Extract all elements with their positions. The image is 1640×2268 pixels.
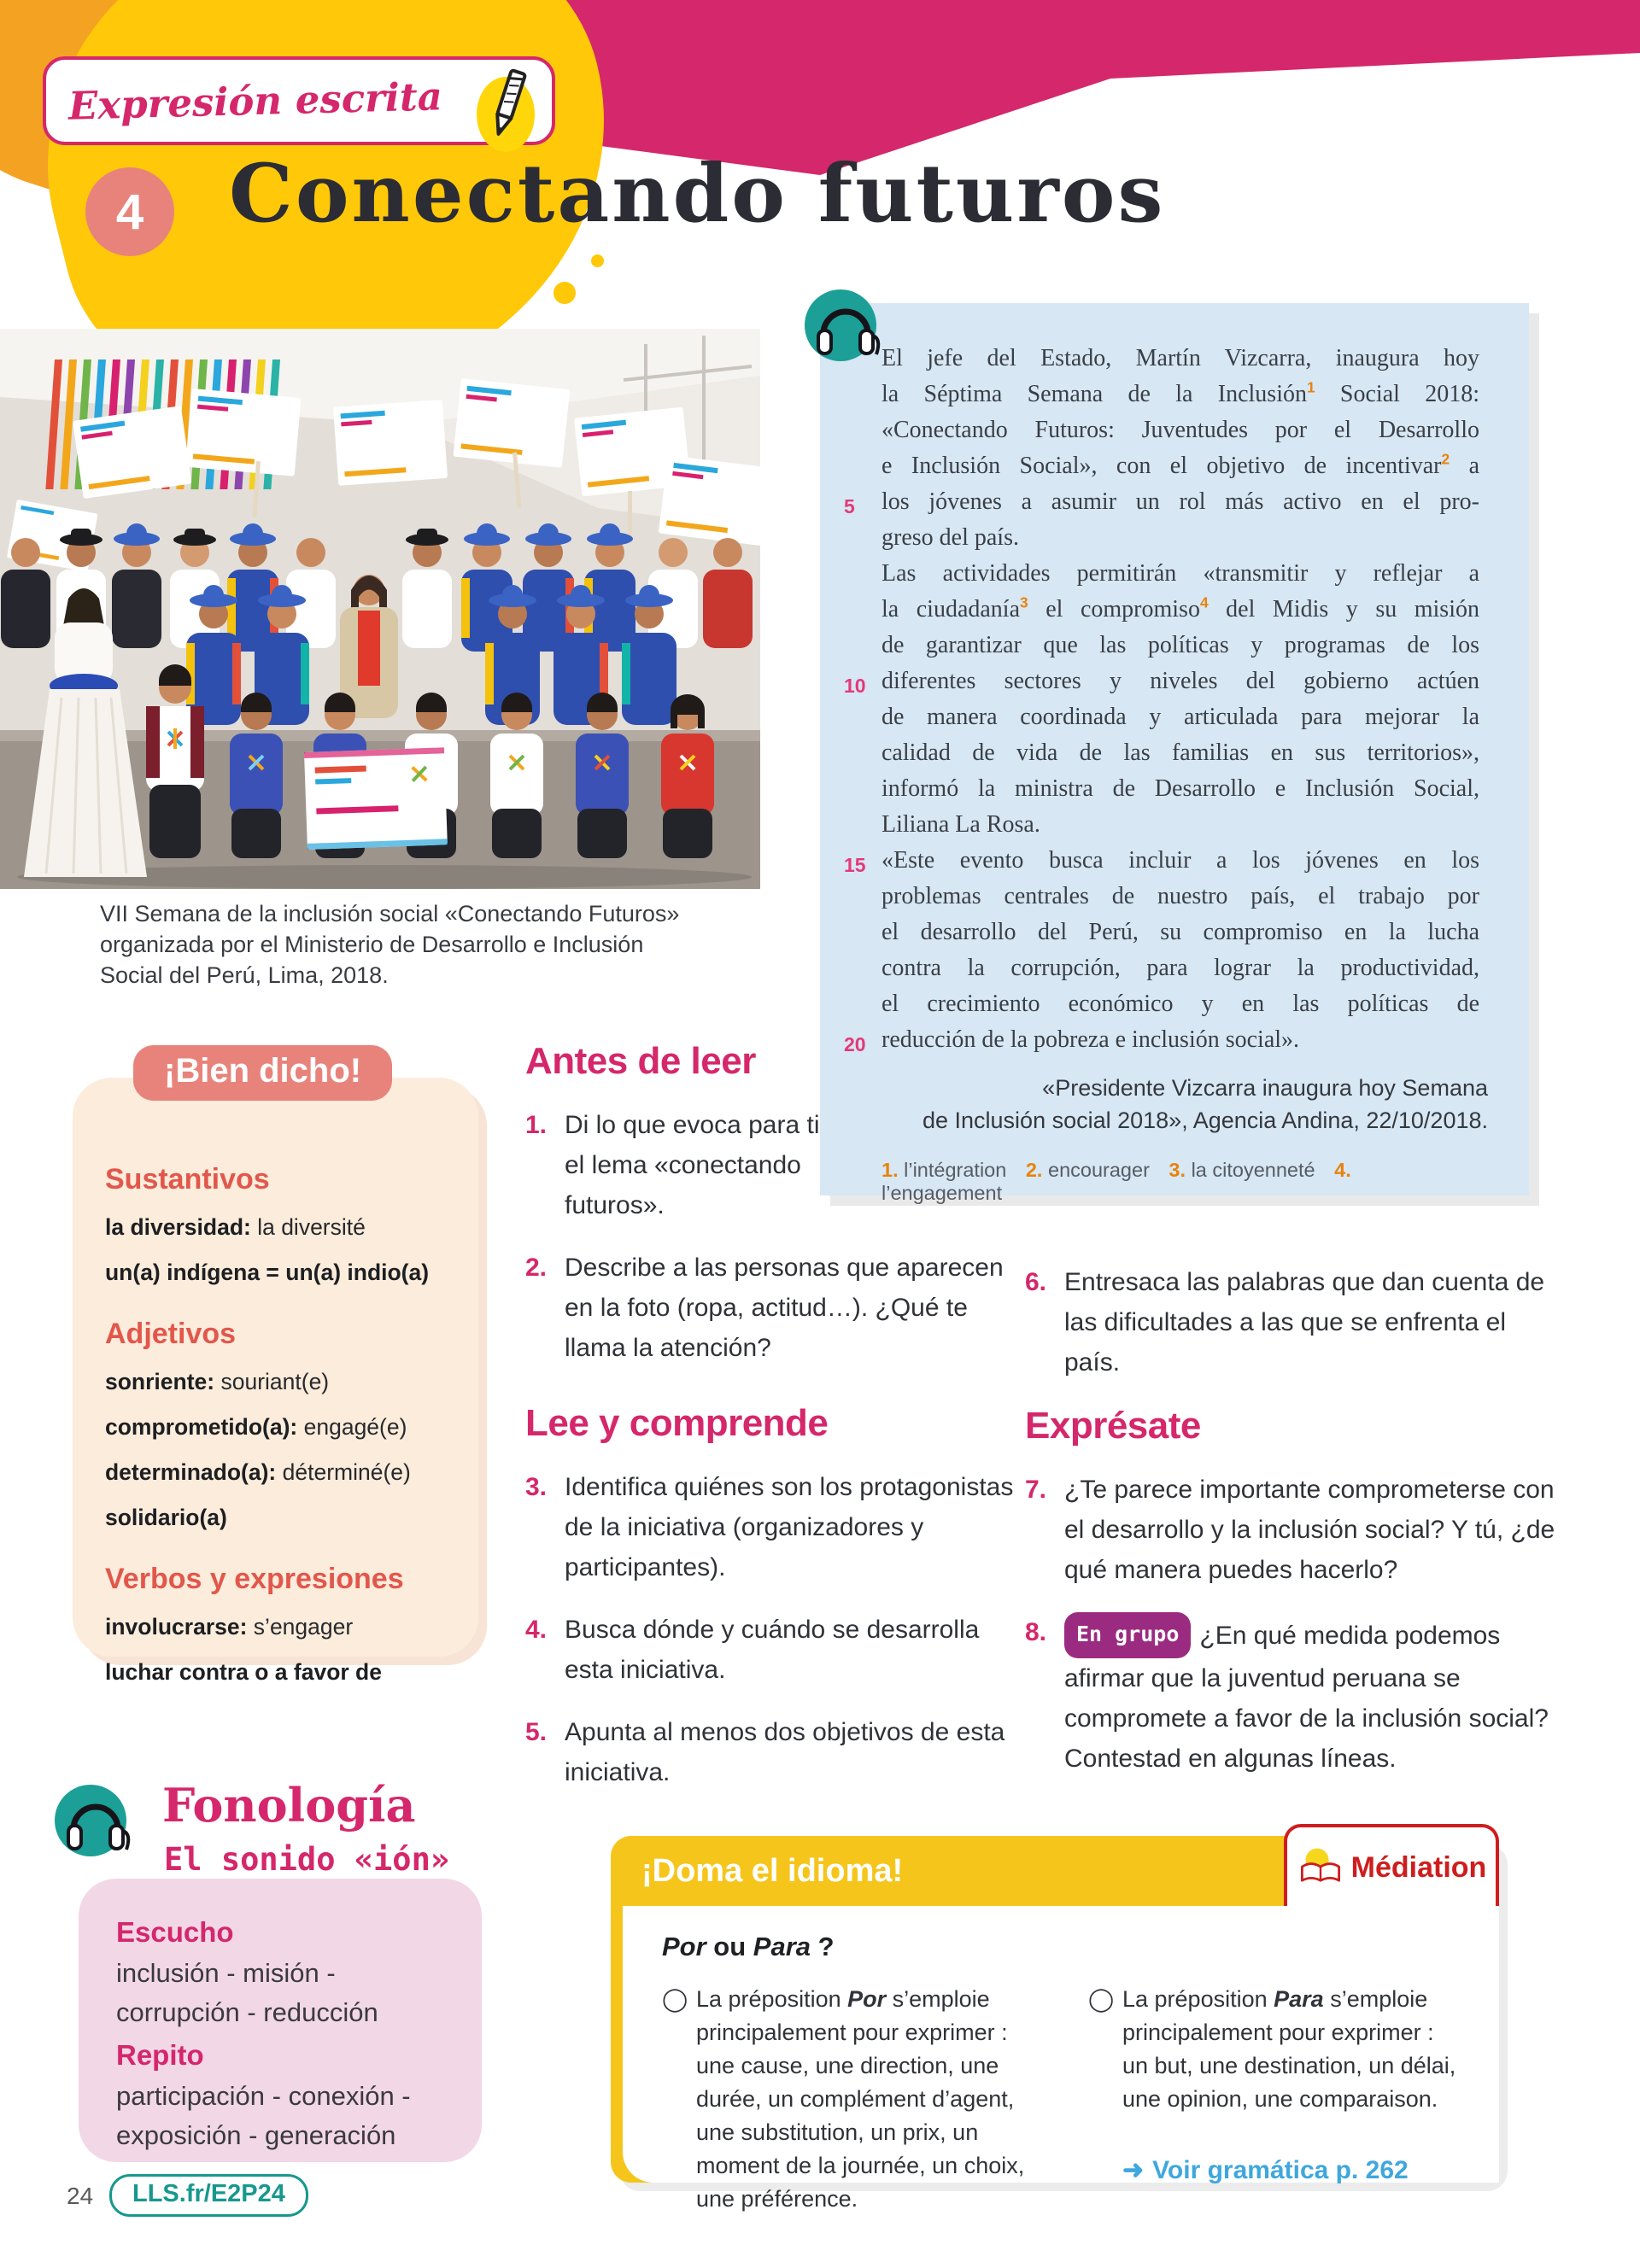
fonologia-title: Fonología xyxy=(162,1778,416,1833)
paint-dot xyxy=(591,254,604,267)
escucho-label: Escucho xyxy=(116,1916,234,1948)
bullet-icon: ◯ xyxy=(1088,1986,1115,2012)
article-line xyxy=(882,448,1479,484)
grammar-box-title: ¡Doma el idioma! xyxy=(641,1852,904,1889)
fonologia-subtitle: El sonido «ión» xyxy=(164,1841,450,1878)
question-number: 3. xyxy=(525,1473,548,1501)
vocab-box-label: ¡Bien dicho! xyxy=(133,1045,392,1101)
line-number: 10 xyxy=(844,675,866,697)
question-item: 8. En grupo ¿En qué medida podemos afirmar que la juventud peruana se compromete a favor de la inclusión social? Contestad en algunas líneas. xyxy=(1025,1612,1559,1779)
article-line xyxy=(882,556,1479,592)
article-line xyxy=(882,377,1479,412)
article-line xyxy=(844,484,1479,520)
grammar-heading: Por ou Para ? xyxy=(662,1932,835,1961)
section-title-antes: Antes de leer xyxy=(525,1040,756,1082)
article-line xyxy=(882,807,1479,843)
vocab-group-title: Verbos y expresiones xyxy=(105,1563,404,1595)
question-number: 2. xyxy=(525,1254,548,1282)
grammar-box-body xyxy=(623,1906,1499,2212)
article-line-text: el desarrollo del Perú, su compromiso en la lucha xyxy=(882,919,1479,945)
question-item: 6. Entresaca las palabras que dan cuenta de las dificultades a las que se enfrenta el país. xyxy=(1025,1262,1559,1382)
article-line-text: de garantizar que las políticas y programas de los xyxy=(882,632,1479,658)
article-line-text: Liliana La Rosa. xyxy=(882,811,1040,838)
article-line xyxy=(882,915,1479,950)
vocab-entry: sonriente: souriant(e) xyxy=(105,1369,330,1394)
section-title-expresate: Exprésate xyxy=(1025,1405,1201,1447)
question-item: 3. Identifica quiénes son los protagonistas de la iniciativa (organizadores y participantes). xyxy=(525,1467,1025,1587)
vocab-entry: involucrarse: s’engager xyxy=(105,1614,354,1640)
article-line xyxy=(844,843,1479,879)
arrow-icon: ➜ xyxy=(1122,2156,1145,2184)
article-line-text: el crecimiento económico y en las políticas de xyxy=(882,991,1479,1017)
book-icon xyxy=(1297,1845,1344,1890)
fonologia-box xyxy=(79,1879,482,2162)
section-title-lee: Lee y comprende xyxy=(525,1402,829,1444)
group-work-badge: En grupo xyxy=(1064,1612,1191,1658)
question-item: 2. Describe a las personas que aparecen en la foto (ropa, actitud…). ¿Qué te llama la atención? xyxy=(525,1248,1025,1368)
vocab-row xyxy=(105,1413,454,1441)
vocab-entry: determinado(a): déterminé(e) xyxy=(105,1459,411,1485)
question-item: 5. Apunta al menos dos objetivos de esta iniciativa. xyxy=(525,1712,1025,1792)
article-line-text: diferentes sectores y niveles del gobierno actúen xyxy=(882,668,1479,694)
question-number: 8. xyxy=(1025,1618,1047,1646)
vocab-entry: solidario(a) xyxy=(105,1505,227,1530)
questions-column-left xyxy=(525,1040,1025,1815)
article-line xyxy=(882,879,1479,915)
article-line xyxy=(882,699,1479,735)
article-line xyxy=(882,735,1479,771)
footnote: 4. l’engagement xyxy=(882,1159,1351,1204)
article-line xyxy=(882,950,1479,986)
article-line-text: la ciudadanía$^3$ el compromiso$^4$ del Midis y su misión xyxy=(882,593,1479,623)
grammar-box xyxy=(611,1836,1499,2212)
footnote: 3. la citoyenneté xyxy=(1168,1159,1315,1181)
question-number: 1. xyxy=(525,1111,548,1139)
photo-caption: VII Semana de la inclusión social «Conectando Futuros» organizada por el Ministerio de Desarrollo e Inclusión Social del Perú, Lima, 2018. xyxy=(100,901,680,988)
article-line-text: calidad de vida de las familias en sus territorios», xyxy=(882,739,1479,766)
article-line-text: «Conectando Futuros: Juventudes por el Desarrollo xyxy=(882,417,1479,443)
article-line-text: la Séptima Semana de la Inclusión$^1$ Social 2018: xyxy=(882,378,1479,407)
article-line-text: e Inclusión Social», con el objetivo de incentivar$^2$ a xyxy=(882,450,1479,479)
page-title: Conectando futuros xyxy=(229,147,1166,241)
question-item: 7. ¿Te parece importante comprometerse con el desarrollo y la inclusión social? Y tú, ¿de qué manera puedes hacerlo? xyxy=(1025,1470,1559,1590)
entresaca-questions xyxy=(1025,1262,1559,1382)
footnote: 2. encourager xyxy=(1025,1159,1150,1181)
article-line xyxy=(844,663,1479,699)
group-photo xyxy=(0,329,760,889)
lee-questions xyxy=(525,1467,1025,1792)
article-line-text: contra la corrupción, para lograr la productividad, xyxy=(882,955,1479,981)
question-number: 6. xyxy=(1025,1268,1047,1296)
question-item: 1. Di lo que evoca para ti el lema «conectando futuros». xyxy=(525,1105,846,1225)
vocab-row xyxy=(105,1318,454,1351)
article-line-text: de manera coordinada y articulada para mejorar la xyxy=(882,704,1479,730)
question-number: 7. xyxy=(1025,1476,1047,1504)
page-number: 24 xyxy=(67,2183,94,2209)
article-line-text: Las actividades permitirán «transmitir y reflejar a xyxy=(882,560,1479,587)
article-line xyxy=(882,771,1479,807)
article-line xyxy=(882,986,1479,1022)
vocab-entry: un(a) indígena = un(a) indio(a) xyxy=(105,1260,430,1285)
paint-dot xyxy=(554,282,576,304)
vocab-row xyxy=(105,1504,454,1532)
vocab-row xyxy=(105,1658,454,1686)
vocab-entry: la diversidad: la diversité xyxy=(105,1214,366,1240)
article-line-text: greso del país. xyxy=(882,524,1019,551)
antes-questions xyxy=(525,1105,1025,1368)
question-item: 4. Busca dónde y cuándo se desarrolla esta iniciativa. xyxy=(525,1610,1025,1690)
article-line xyxy=(882,520,1479,556)
expresate-questions xyxy=(1025,1470,1559,1779)
article-lines xyxy=(820,303,1529,1058)
grammar-col-para: ◯ La préposition Para s’emploie principalement pour exprimer : un but, une destination, un délai, une opinion, une comparaison. ➜ Voir gramática p. 262 xyxy=(1088,1983,1465,2216)
line-number: 20 xyxy=(844,1033,866,1055)
question-number: 5. xyxy=(525,1718,548,1746)
strand-title: Expresión escrita xyxy=(67,73,443,129)
lls-code-link[interactable]: LLS.fr/E2P24 xyxy=(109,2174,308,2217)
article-line xyxy=(882,628,1479,663)
bullet-icon: ◯ xyxy=(662,1986,688,2012)
line-number: 15 xyxy=(844,854,866,876)
vocab-box xyxy=(73,1078,478,1685)
article-line xyxy=(882,412,1479,448)
line-number: 5 xyxy=(844,495,855,517)
question-number: 4. xyxy=(525,1616,548,1644)
vocab-entry: comprometido(a): engagé(e) xyxy=(105,1414,407,1440)
grammar-reference-link[interactable]: ➜ Voir gramática p. 262 xyxy=(1122,2156,1409,2184)
vocab-row xyxy=(105,1163,454,1196)
vocab-row xyxy=(105,1213,454,1242)
article-line-text: informó la ministra de Desarrollo e Inclusión Social, xyxy=(882,775,1479,802)
vocab-entry: luchar contra o a favor de xyxy=(105,1659,382,1685)
headphones-icon[interactable] xyxy=(51,1776,140,1865)
vocab-row xyxy=(105,1259,454,1287)
article-line xyxy=(882,592,1479,628)
pencil-icon xyxy=(472,65,540,155)
article-line-text: El jefe del Estado, Martín Vizcarra, inaugura hoy xyxy=(882,345,1479,371)
article-line-text: problemas centrales de nuestro país, el trabajo por xyxy=(882,883,1479,909)
vocab-row xyxy=(105,1563,454,1596)
article-line-text: reducción de la pobreza e inclusión social». xyxy=(882,1026,1300,1053)
vocab-group-title: Adjetivos xyxy=(105,1318,237,1350)
vocab-group-title: Sustantivos xyxy=(105,1163,270,1195)
article-source: «Presidente Vizcarra inaugura hoy Semana de Inclusión social 2018», Agencia Andina, 22/10/2018. xyxy=(922,1075,1488,1133)
repito-words: participación - conexión - exposición - generación xyxy=(116,2081,411,2150)
mediation-tag: Médiation xyxy=(1284,1824,1499,1908)
repito-label: Repito xyxy=(116,2039,204,2071)
escucho-words: inclusión - misión - corrupción - reducción xyxy=(116,1958,378,2027)
footnote: 1. l’intégration xyxy=(882,1159,1007,1181)
grammar-col-por: ◯ La préposition Por s’emploie principalement pour exprimer : une cause, une direction, une durée, un complément d’agent, une substitution, un prix, un moment de la journée, un choix, une préférence. xyxy=(662,1983,1039,2216)
vocab-row xyxy=(105,1613,454,1641)
article-line-text: «Este evento busca incluir a los jóvenes en los xyxy=(882,847,1479,874)
vocab-row xyxy=(105,1458,454,1487)
unit-number: 4 xyxy=(85,167,174,256)
article-line xyxy=(882,341,1479,377)
questions-column-right xyxy=(1025,1262,1559,1801)
headphones-icon[interactable] xyxy=(801,281,890,370)
article-line-text: los jóvenes a asumir un rol más activo en el pro- xyxy=(882,488,1479,515)
vocab-row xyxy=(105,1368,454,1396)
strand-banner xyxy=(43,56,555,145)
